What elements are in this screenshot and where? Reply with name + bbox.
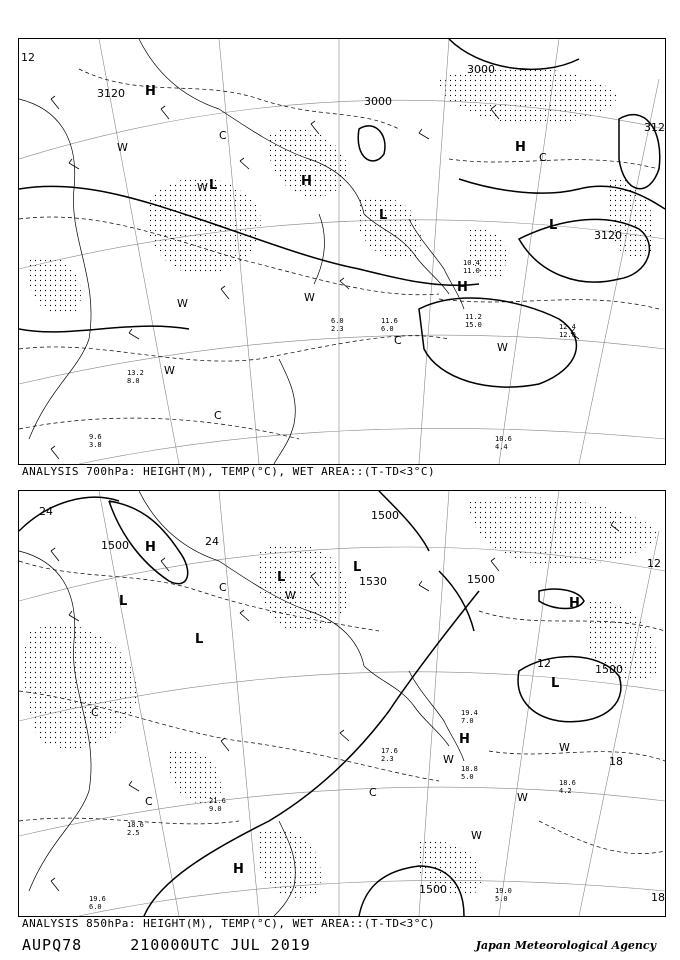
contour-label: 12 bbox=[537, 657, 551, 670]
high-marker: H bbox=[233, 862, 244, 877]
station-dewpoint: 2.5 bbox=[127, 829, 140, 837]
station-dewpoint: 5.0 bbox=[495, 895, 508, 903]
high-marker: H bbox=[145, 540, 156, 555]
contour-label: 3120 bbox=[594, 229, 622, 242]
contour-label: 18 bbox=[651, 891, 665, 904]
chart-identifier bbox=[22, 936, 311, 954]
cold-marker: C bbox=[219, 129, 227, 142]
station-dewpoint: 4.2 bbox=[559, 787, 572, 795]
contour-label: 12 bbox=[21, 51, 35, 64]
warm-marker: W bbox=[471, 829, 482, 842]
high-marker: H bbox=[457, 280, 468, 295]
station-temp: 13.2 bbox=[127, 369, 144, 377]
station-temp: 11.2 bbox=[465, 313, 482, 321]
station-temp: 18.6 bbox=[559, 779, 576, 787]
station-temp: 18.6 bbox=[127, 821, 144, 829]
cold-marker: C bbox=[145, 795, 153, 808]
warm-marker: W bbox=[164, 364, 175, 377]
contour-label: 1500 bbox=[101, 539, 129, 552]
low-marker: L bbox=[209, 178, 218, 193]
product-id: AUPQ78 bbox=[22, 936, 83, 954]
station-dewpoint: 9.0 bbox=[209, 805, 222, 813]
station-temp: 19.0 bbox=[495, 887, 512, 895]
station-temp: 11.6 bbox=[381, 317, 398, 325]
station-temp: 19.6 bbox=[89, 895, 106, 903]
contour-label: 312 bbox=[644, 121, 665, 134]
contour-label: 3120 bbox=[97, 87, 125, 100]
low-marker: L bbox=[119, 594, 128, 609]
warm-marker: W bbox=[443, 753, 454, 766]
low-marker: L bbox=[277, 570, 286, 585]
warm-marker: W bbox=[517, 791, 528, 804]
station-dewpoint: 6.0 bbox=[381, 325, 394, 333]
station-dewpoint: 4.4 bbox=[495, 443, 508, 451]
station-dewpoint: 2.3 bbox=[331, 325, 344, 333]
cold-marker: C bbox=[394, 334, 402, 347]
contour-label: 3000 bbox=[364, 95, 392, 108]
station-temp: 12.4 bbox=[559, 323, 576, 331]
high-marker: H bbox=[145, 84, 156, 99]
station-dewpoint: 5.0 bbox=[461, 773, 474, 781]
cold-marker: C bbox=[219, 581, 227, 594]
station-dewpoint: 6.0 bbox=[89, 903, 102, 911]
caption-700hpa: ANALYSIS 700hPa: HEIGHT(M), TEMP(°C), WET AREA::(T-TD<3°C) bbox=[22, 465, 436, 478]
station-temp: 18.8 bbox=[461, 765, 478, 773]
station-temp: 6.0 bbox=[331, 317, 344, 325]
cold-marker: C bbox=[539, 151, 547, 164]
contour-label: 1500 bbox=[371, 509, 399, 522]
station-temp: 9.6 bbox=[89, 433, 102, 441]
high-marker: H bbox=[301, 174, 312, 189]
station-dewpoint: 7.0 bbox=[461, 717, 474, 725]
low-marker: L bbox=[551, 676, 560, 691]
contour-label: 1500 bbox=[595, 663, 623, 676]
high-marker: H bbox=[515, 140, 526, 155]
warm-marker: W bbox=[285, 589, 296, 602]
low-marker: L bbox=[353, 560, 362, 575]
station-dewpoint: 8.0 bbox=[127, 377, 140, 385]
warm-marker: W bbox=[177, 297, 188, 310]
station-dewpoint: 11.0 bbox=[463, 267, 480, 275]
contour-label: 3000 bbox=[467, 63, 495, 76]
contour-label: 12 bbox=[647, 557, 661, 570]
warm-marker: W bbox=[304, 291, 315, 304]
station-temp: 17.6 bbox=[381, 747, 398, 755]
station-dewpoint: 15.0 bbox=[465, 321, 482, 329]
contour-label: 1500 bbox=[419, 883, 447, 896]
cold-marker: C bbox=[214, 409, 222, 422]
cold-marker: C bbox=[369, 786, 377, 799]
map-850hpa-chart bbox=[19, 491, 665, 916]
valid-time: 210000UTC JUL 2019 bbox=[130, 936, 311, 954]
low-marker: L bbox=[195, 632, 204, 647]
caption-850hpa: ANALYSIS 850hPa: HEIGHT(M), TEMP(°C), WET AREA::(T-TD<3°C) bbox=[22, 917, 436, 930]
station-temp: 10.6 bbox=[495, 435, 512, 443]
wet-areas bbox=[29, 67, 655, 315]
station-dewpoint: 12.0 bbox=[559, 331, 576, 339]
station-temp: 21.6 bbox=[209, 797, 226, 805]
warm-marker: W bbox=[197, 181, 208, 194]
station-dewpoint: 3.8 bbox=[89, 441, 102, 449]
low-marker: L bbox=[379, 208, 388, 223]
station-temp: 10.4 bbox=[463, 259, 480, 267]
contour-label: 1530 bbox=[359, 575, 387, 588]
map-700hpa-chart bbox=[19, 39, 665, 464]
high-marker: H bbox=[569, 596, 580, 611]
map-panel-850hpa bbox=[18, 490, 666, 917]
cold-marker: C bbox=[91, 706, 99, 719]
high-marker: H bbox=[459, 732, 470, 747]
wet-areas bbox=[24, 497, 659, 898]
warm-marker: W bbox=[117, 141, 128, 154]
map-panel-700hpa bbox=[18, 38, 666, 465]
agency-name: Japan Meteorological Agency bbox=[475, 939, 656, 952]
contour-label: 24 bbox=[205, 535, 219, 548]
low-marker: L bbox=[549, 218, 558, 233]
warm-marker: W bbox=[497, 341, 508, 354]
station-dewpoint: 2.3 bbox=[381, 755, 394, 763]
contour-label: 24 bbox=[39, 505, 53, 518]
contour-label: 1500 bbox=[467, 573, 495, 586]
station-temp: 19.4 bbox=[461, 709, 478, 717]
station-plots bbox=[89, 709, 576, 911]
station-plots bbox=[89, 259, 576, 451]
contour-label: 18 bbox=[609, 755, 623, 768]
warm-marker: W bbox=[559, 741, 570, 754]
